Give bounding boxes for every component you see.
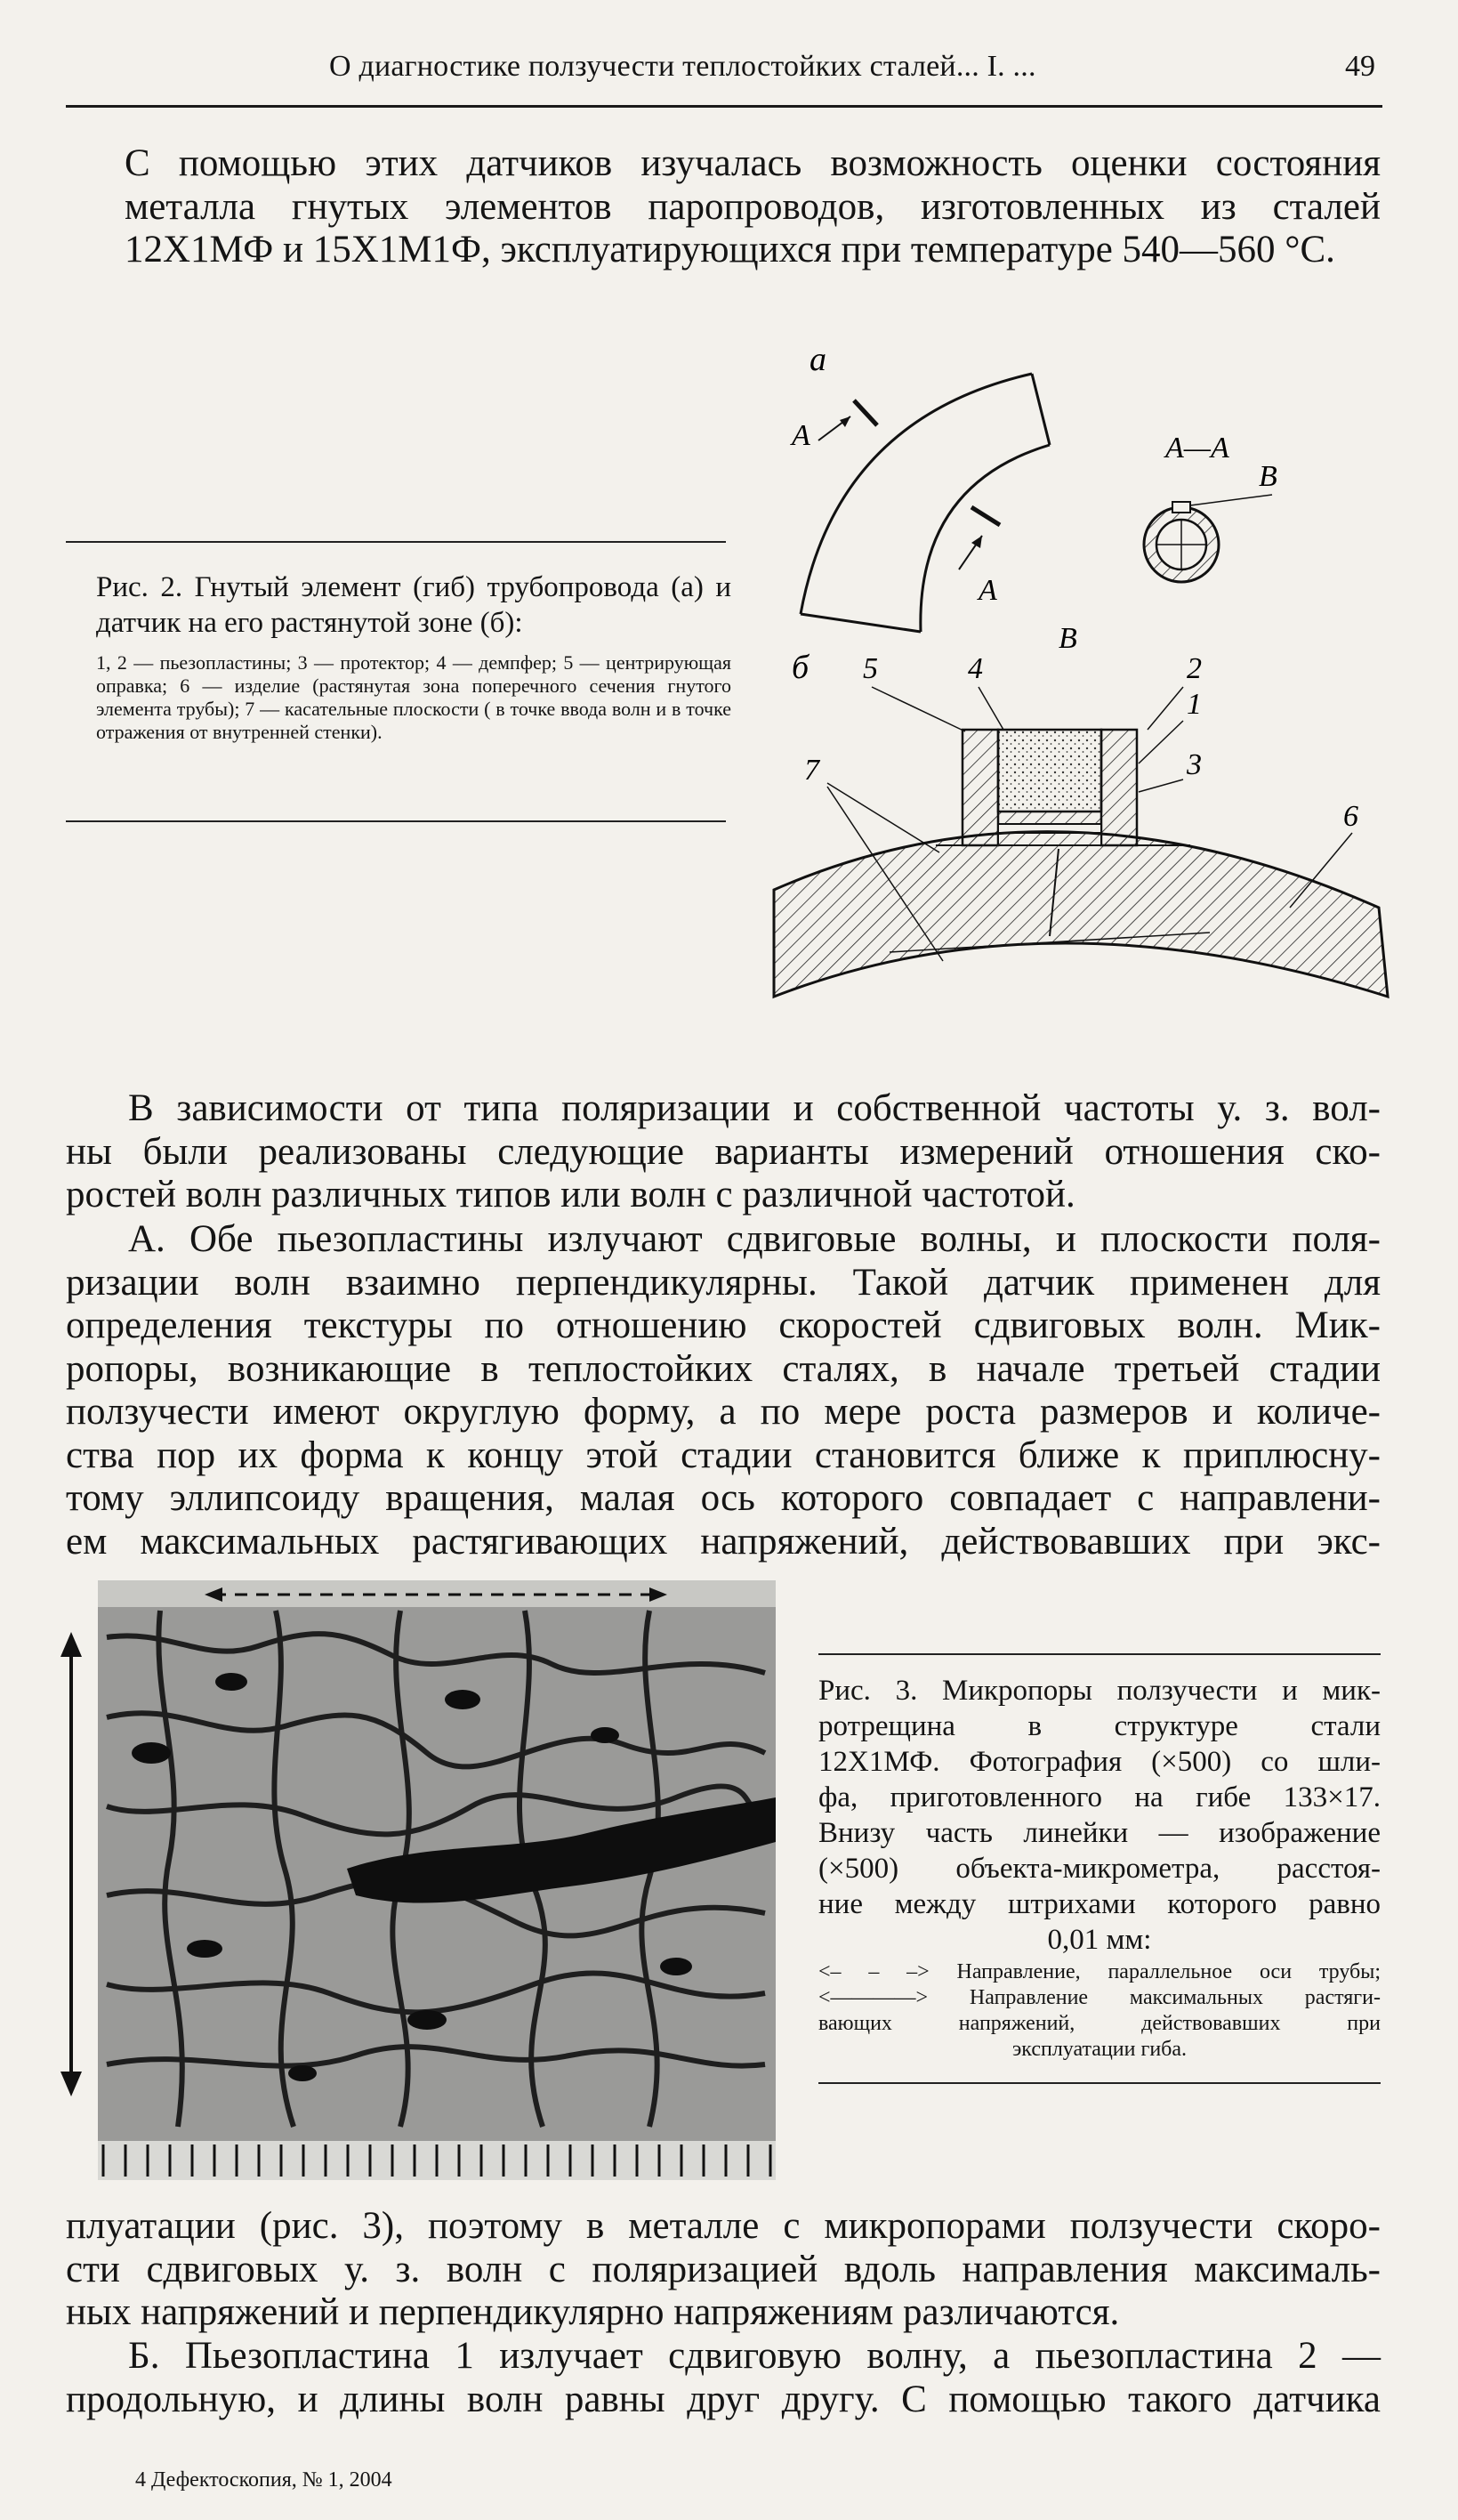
fig3-caption-line: 12Х1МФ. Фотография (×500) со шли- bbox=[818, 1746, 1381, 1778]
caption-rule-bottom bbox=[66, 820, 726, 822]
figure3-caption bbox=[818, 1673, 1381, 2063]
page-number: 49 bbox=[1345, 50, 1375, 83]
text-line: ростей волн различных типов или волн с различной частотой. bbox=[66, 1174, 1075, 1216]
fig3-legend-line: вающих напряжений, действовавших при bbox=[818, 2012, 1381, 2035]
text-line: ны были реализованы следующие варианты измерений отношения ско- bbox=[66, 1130, 1381, 1173]
text-line: С помощью этих датчиков изучалась возможность оценки состояния bbox=[125, 142, 1381, 184]
fig3-caption-line: ние между штрихами которого равно bbox=[818, 1888, 1381, 1920]
text-line: сти сдвиговых у. з. волн с поляризацией вдоль направления максималь- bbox=[66, 2248, 1381, 2290]
paragraph-2 bbox=[66, 1087, 1381, 1217]
running-title: О диагностике ползучести теплостойких сталей... I. ... bbox=[329, 50, 1036, 83]
label-A-upper: А bbox=[792, 419, 810, 452]
bent-pipe bbox=[801, 374, 1050, 632]
paragraph-4 bbox=[66, 2205, 1381, 2335]
figure2-caption-title: Рис. 2. Гнутый элемент (гиб) трубопровода (а) и датчик на его растянутой зоне (б): bbox=[96, 571, 731, 639]
text-line: ропоры, возникающие в теплостойких сталях, в начале третьей стадии bbox=[66, 1347, 1381, 1390]
paragraph-5 bbox=[66, 2335, 1381, 2421]
label-section-AA: А—А bbox=[1165, 432, 1229, 464]
text-line: плуатации (рис. 3), поэтому в металле с микропорами ползучести скоро- bbox=[66, 2205, 1381, 2247]
figure3-micrograph bbox=[53, 1575, 801, 2189]
label-b: б bbox=[792, 649, 810, 686]
header-rule bbox=[66, 105, 1382, 108]
label-5: 5 bbox=[863, 652, 878, 685]
fig3-caption-scale: 0,01 мм: bbox=[1047, 1924, 1152, 1956]
label-a: а bbox=[810, 341, 826, 378]
text-line: ства пор их форма к концу этой стадии становится ближе к приплюсну- bbox=[66, 1434, 1381, 1476]
text-line: ных напряжений и перпендикулярно напряжениям различаются. bbox=[66, 2291, 1120, 2333]
label-1: 1 bbox=[1187, 688, 1202, 721]
figure2-diagram bbox=[765, 338, 1441, 1032]
text-line: ризации волн взаимно перпендикулярны. Такой датчик применен для bbox=[66, 1261, 1381, 1304]
paragraph-3 bbox=[66, 1218, 1381, 1563]
text-line: ползучести имеют округлую форму, а по мере роста размеров и количе- bbox=[66, 1391, 1381, 1433]
fig3-legend-line: эксплуатации гиба. bbox=[1011, 2038, 1188, 2061]
fig3-caption-line: фа, приготовленного на гибе 133×17. bbox=[818, 1781, 1381, 1813]
label-2: 2 bbox=[1187, 652, 1202, 685]
label-7: 7 bbox=[804, 754, 819, 787]
fig3-caption-line: (×500) объекта-микрометра, расстоя- bbox=[818, 1853, 1381, 1885]
fig3-legend-line: <– – –> Направление, параллельное оси трубы; bbox=[818, 1960, 1381, 1983]
label-B-section: В bbox=[1259, 460, 1277, 493]
label-4: 4 bbox=[968, 652, 983, 685]
fig3-caption-line: Внизу часть линейки — изображение bbox=[818, 1817, 1381, 1849]
text-line: металла гнутых элементов паропроводов, изготовленных из сталей bbox=[125, 185, 1381, 228]
label-B-sensor: В bbox=[1059, 622, 1077, 655]
label-6: 6 bbox=[1343, 800, 1358, 833]
text-line: В зависимости от типа поляризации и собственной частоты у. з. вол- bbox=[128, 1087, 1381, 1129]
workpiece-section bbox=[774, 832, 1388, 997]
footer-journal: 4 Дефектоскопия, № 1, 2004 bbox=[135, 2468, 392, 2492]
fig3-rule-bottom bbox=[818, 2082, 1381, 2084]
fig3-caption-line: Рис. 3. Микропоры ползучести и мик- bbox=[818, 1675, 1381, 1707]
text-line: ем максимальных растягивающих напряжений, действовавших при экс- bbox=[66, 1520, 1381, 1563]
pipe-cross-section bbox=[1144, 495, 1272, 582]
paragraph-1 bbox=[125, 142, 1381, 272]
label-A-lower: А bbox=[979, 574, 997, 607]
figure2-caption-legend: 1, 2 — пьезопластины; 3 — протектор; 4 — демпфер; 5 — центрирующая оправка; 6 — изделие (растянутая зона поперечного сечения гнутого элемента трубы); 7 — касательные плоскости ( в точке ввода волн и в точке отражения от внутренней стенки). bbox=[96, 651, 731, 743]
section-mark-upper bbox=[818, 400, 877, 440]
text-line: А. Обе пьезопластины излучают сдвиговые волны, и плоскости поля- bbox=[128, 1218, 1381, 1260]
section-mark-lower bbox=[959, 507, 1000, 569]
figure2-caption bbox=[96, 569, 731, 744]
text-line: определения текстуры по отношению скоростей сдвиговых волн. Мик- bbox=[66, 1304, 1381, 1346]
text-line: тому эллипсоиду вращения, малая ось которого совпадает с направлени- bbox=[66, 1477, 1381, 1519]
fig3-rule-top bbox=[818, 1653, 1381, 1655]
caption-rule-top bbox=[66, 541, 726, 543]
fig3-caption-line: ротрещина в структуре стали bbox=[818, 1710, 1381, 1742]
fig3-legend-line: <————> Направление максимальных растяги- bbox=[818, 1986, 1381, 2009]
max-stress-arrow bbox=[60, 1632, 82, 2096]
text-line: Б. Пьезопластина 1 излучает сдвиговую волну, а пьезопластина 2 — bbox=[128, 2335, 1381, 2377]
label-3: 3 bbox=[1187, 748, 1202, 781]
text-line: продольную, и длины волн равны друг другу. С помощью такого датчика bbox=[66, 2378, 1381, 2420]
text-line: 12Х1МФ и 15Х1М1Ф, эксплуатирующихся при температуре 540—560 °С. bbox=[125, 229, 1335, 271]
